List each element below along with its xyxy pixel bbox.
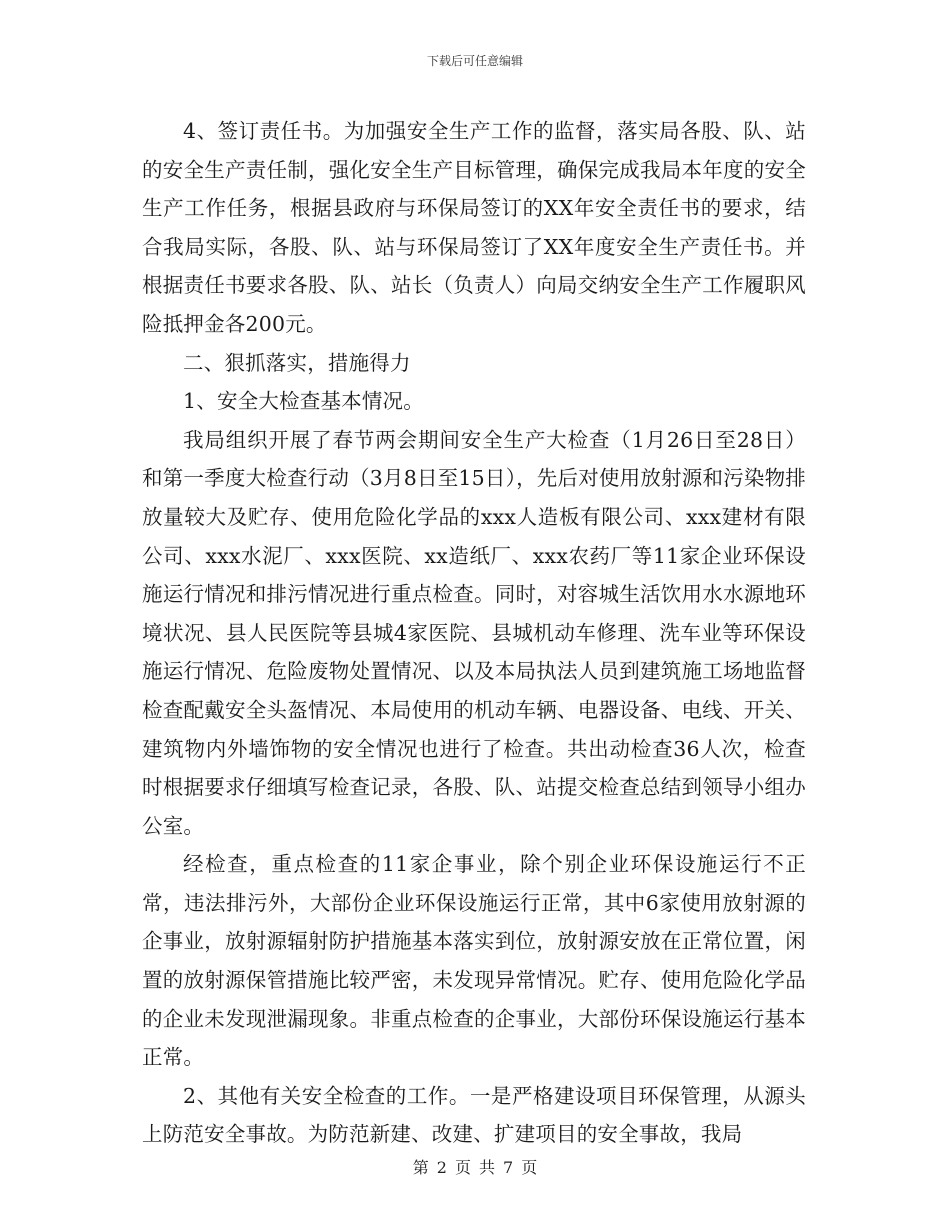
footer-total-word: 共 [479, 1158, 496, 1177]
footer-suffix: 页 [521, 1158, 538, 1177]
paragraph-inspection-results: 经检查，重点检查的11家企事业，除个别企业环保设施运行不正常，违法排污外，大部份企业环保设施运行正常，其中6家使用放射源的企事业，放射源辐射防护措施基本落实到位，放射源安放在正常位置，闲置的放射源保管措施比较严密，未发现异常情况。贮存、使用危险化学品的企业未发现泄漏现象。非重点检查的企事业，大部份环保设施运行基本正常。 [142, 852, 806, 1070]
document-body [142, 112, 806, 1154]
paragraph-inspection-details: 我局组织开展了春节两会期间安全生产大检查（1月26日至28日）和第一季度大检查行动（3月8日至15日），先后对使用放射源和污染物排放量较大及贮存、使用危险化学品的xxx人造板有限公司、xxx建材有限公司、xxx水泥厂、xxx医院、xx造纸厂、xxx农药厂等11家企业环保设施运行情况和排污情况进行重点检查。同时，对容城生活饮用水水源地环境状况、县人民医院等县城4家医院、县城机动车修理、洗车业等环保设施运行情况、危险废物处置情况、以及本局执法人员到建筑施工场地监督检查配戴安全头盔情况、本局使用的机动车辆、电器设备、电线、开关、建筑物内外墙饰物的安全情况也进行了检查。共出动检查36人次，检查时根据要求仔细填写检查记录，各股、队、站提交检查总结到领导小组办公室。 [142, 427, 806, 838]
current-page-number: 2 [436, 1158, 447, 1177]
page-header-note: 下载后可任意编辑 [426, 54, 523, 68]
total-pages-number: 7 [503, 1158, 514, 1177]
section-heading-implementation: 二、狠抓落实，措施得力 [183, 350, 411, 375]
subheading-inspection-overview: 1、安全大检查基本情况。 [183, 389, 424, 414]
paragraph-other-inspections: 2、其他有关安全检查的工作。一是严格建设项目环保管理，从源头上防范安全事故。为防范新建、改建、扩建项目的安全事故，我局 [142, 1083, 806, 1147]
page-footer [0, 1155, 950, 1178]
footer-page-word: 页 [454, 1158, 471, 1177]
paragraph-responsibility-letter: 4、签订责任书。为加强安全生产工作的监督，落实局各股、队、站的安全生产责任制，强化安全生产目标管理，确保完成我局本年度的安全生产工作任务，根据县政府与环保局签订的XX年安全责任书的要求，结合我局实际，各股、队、站与环保局签订了XX年度安全生产责任书。并根据责任书要求各股、队、站长（负责人）向局交纳安全生产工作履职风险抵押金各200元。 [142, 119, 806, 336]
footer-prefix: 第 [412, 1158, 429, 1177]
